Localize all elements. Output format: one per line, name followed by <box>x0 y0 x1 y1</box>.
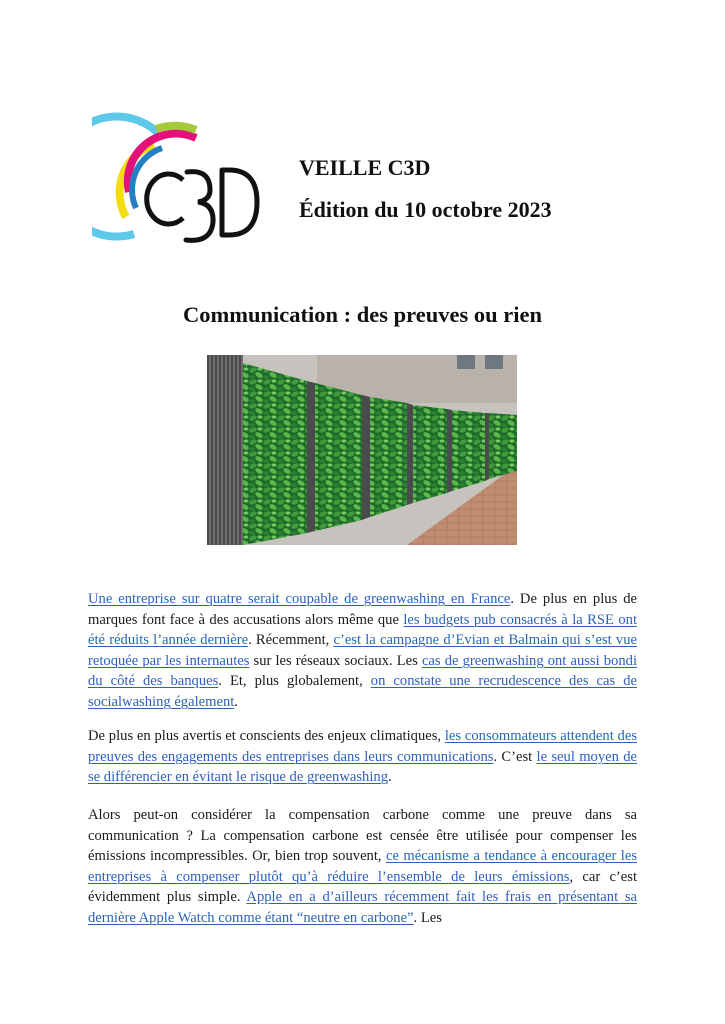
body-text: , car c’est évidemment plus simple. <box>88 868 637 906</box>
c3d-logo <box>92 112 260 244</box>
body-text: sur les réseaux sociaux. Les <box>249 652 422 669</box>
article-link[interactable]: les budgets pub consacrés à la RSE ont été réduits l’année dernière <box>88 611 638 649</box>
paragraph-1 <box>88 589 637 713</box>
article-link[interactable]: Une entreprise sur quatre serait coupable de greenwashing en France <box>88 591 511 607</box>
article-title: Communication : des preuves ou rien <box>183 302 542 327</box>
body-text: . Les <box>413 909 442 926</box>
body-text: . Récemment, <box>248 632 334 649</box>
body-text: De plus en plus avertis et conscients des enjeux climatiques, <box>88 728 445 744</box>
body-text: . <box>388 769 392 786</box>
article-link[interactable]: le seul moyen de se différencier en évitant le risque de greenwashing <box>88 748 637 786</box>
body-text: . Et, plus globalement, <box>218 673 371 690</box>
article-link[interactable]: on constate une recrudescence des cas de socialwashing également <box>88 673 637 710</box>
body-text: . De plus en plus de marques font face à des accusations alors même que <box>88 591 637 628</box>
logo-letter-c <box>147 174 183 224</box>
logo-letter-d <box>222 170 257 235</box>
article-link[interactable]: cas de greenwashing ont aussi bondi du côté des banques <box>88 652 637 690</box>
body-text: . <box>234 693 238 710</box>
paragraph-3 <box>88 805 637 929</box>
body-text: Alors peut-on considérer la compensation carbone comme une preuve dans sa communication ? La compensation carbone est censée être utilisée pour compenser les émissions incompressibles. Or, bien trop souvent, <box>88 807 637 865</box>
paragraph-2 <box>88 726 637 788</box>
article-link[interactable]: les consommateurs attendent des preuves des engagements des entreprises dans leurs communications <box>88 728 637 765</box>
header-title: VEILLE C3D <box>299 155 431 180</box>
logo-letter-3 <box>186 172 213 241</box>
green-wall-photo <box>207 355 517 545</box>
article-link[interactable]: c’est la campagne d’Evian et Balmain qui s’est vue retoquée par les internautes <box>88 632 637 669</box>
logo-arc-green <box>156 126 196 130</box>
article-link[interactable]: ce mécanisme a tendance à encourager les entreprises à compenser plutôt qu’à réduire l’ensemble de leurs émissions <box>88 848 637 885</box>
article-link[interactable]: Apple en a d’ailleurs récemment fait les frais en présentant sa dernière Apple Watch comme étant “neutre en carbone” <box>88 889 638 926</box>
edition-date: Édition du 10 octobre 2023 <box>299 197 552 222</box>
body-text: . C’est <box>493 748 537 765</box>
